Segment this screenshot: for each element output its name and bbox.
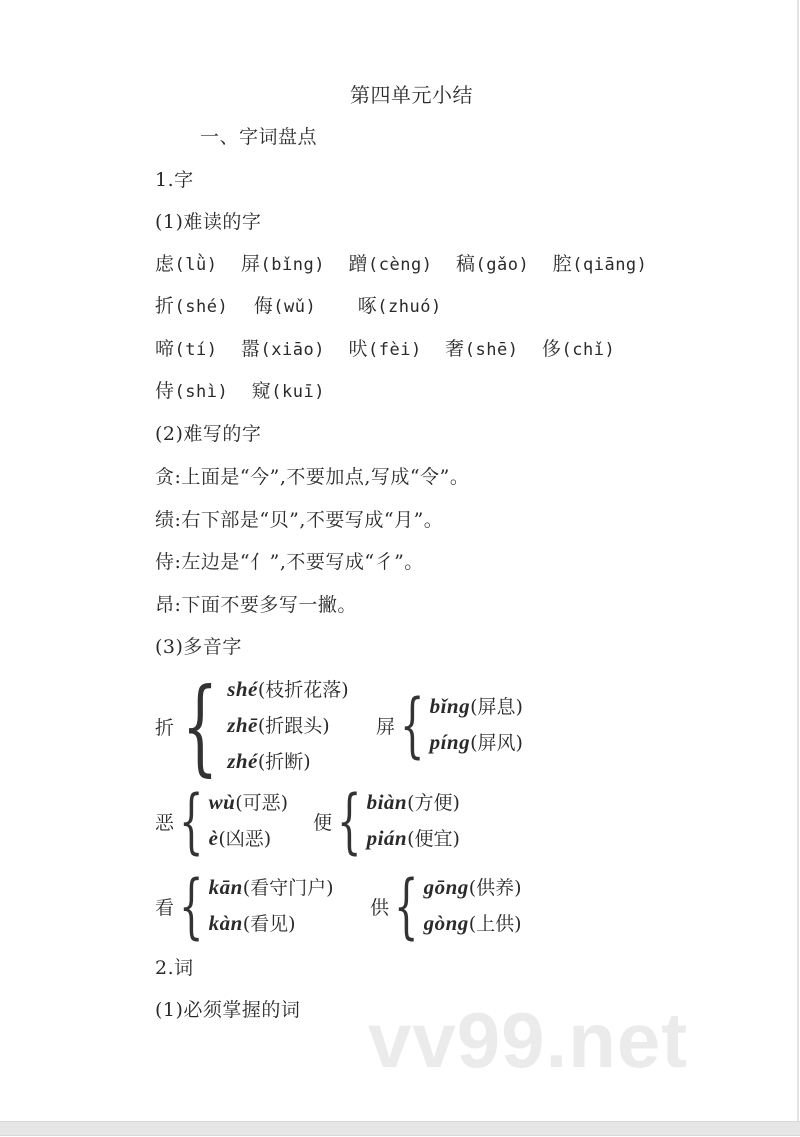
char-entry: 窥(kuī)	[251, 380, 325, 402]
char-entry: 啼(tí)	[155, 338, 218, 360]
section-heading-word-review: 一、字词盘点	[200, 126, 318, 148]
polyphone-group-bian: 便 { biàn(方便) pián(便宜)	[313, 780, 460, 862]
char-entry: 吠(fèi)	[348, 338, 422, 360]
char-entry: 奢(shē)	[445, 338, 519, 360]
char-entry: 侈(chǐ)	[542, 338, 616, 360]
char-entry: 嚣(xiāo)	[241, 338, 325, 360]
reading: zhē(折跟头)	[227, 713, 330, 737]
hard-to-read-row-2	[155, 294, 459, 319]
reading: gōng(供养)	[423, 875, 522, 899]
reading: kàn(看见)	[208, 911, 296, 935]
char-entry: 腔(qiāng)	[552, 253, 648, 275]
polyphone-group-gong: 供 { gōng(供养) gòng(上供)	[370, 865, 522, 947]
polyphone-group-ping: 屏 { bǐng(屏息) píng(屏风)	[376, 684, 523, 766]
polyphone-group-kan: 看 { kān(看守门户) kàn(看见)	[155, 865, 334, 947]
watermark: vv99.net	[368, 996, 689, 1084]
subheading-must-master-words: (1)必须掌握的词	[155, 999, 301, 1021]
char-entry: 蹭(cèng)	[348, 253, 433, 275]
char-entry: 稿(gǎo)	[455, 253, 530, 275]
brace-icon: {	[181, 665, 219, 787]
char-entry: 侮(wǔ)	[253, 295, 317, 317]
page-title: 第四单元小结	[350, 83, 473, 107]
reading: shé(枝折花落)	[227, 677, 349, 701]
hard-to-read-row-1	[155, 252, 664, 277]
hard-to-read-row-3	[155, 337, 632, 362]
hard-to-write-note: 绩:右下部是“贝”,不要写成“月”。	[155, 509, 444, 531]
part-heading-words: 2.词	[155, 957, 194, 979]
char-entry: 折(shé)	[155, 295, 229, 317]
reading: zhé(折断)	[227, 749, 311, 773]
polyphone-group-zhe: 折 { shé(枝折花落) zhē(折跟头) zhé(折断)	[155, 665, 349, 787]
subheading-hard-to-read: (1)难读的字	[155, 211, 262, 233]
brace-icon: {	[394, 865, 419, 947]
subheading-hard-to-write: (2)难写的字	[155, 423, 262, 445]
reading: biàn(方便)	[366, 790, 460, 814]
brace-icon: {	[400, 684, 425, 766]
page-bottom-edge	[0, 1121, 800, 1136]
subheading-polyphones: (3)多音字	[155, 636, 242, 658]
brace-icon: {	[179, 865, 204, 947]
reading: pián(便宜)	[366, 826, 460, 850]
char-entry: 侍(shì)	[155, 380, 229, 402]
hard-to-write-note: 昂:下面不要多写一撇。	[155, 594, 357, 616]
char-entry: 屏(bǐng)	[241, 253, 325, 275]
brace-icon: {	[337, 780, 362, 862]
char-entry: 虑(lǜ)	[155, 253, 218, 275]
polyphone-group-e: 恶 { wù(可恶) è(凶恶)	[155, 780, 289, 862]
hard-to-read-row-4	[155, 379, 342, 404]
reading: è(凶恶)	[208, 826, 272, 850]
hard-to-write-note: 贪:上面是“今”,不要加点,写成“令”。	[155, 466, 470, 488]
reading: wù(可恶)	[208, 790, 289, 814]
char-entry: 啄(zhuó)	[357, 295, 442, 317]
brace-icon: {	[179, 780, 204, 862]
reading: kān(看守门户)	[208, 875, 334, 899]
part-heading-characters: 1.字	[155, 169, 194, 191]
reading: bǐng(屏息)	[429, 694, 523, 718]
reading: gòng(上供)	[423, 911, 522, 935]
hard-to-write-note: 侍:左边是“亻”,不要写成“彳”。	[155, 551, 424, 573]
reading: píng(屏风)	[429, 730, 523, 754]
